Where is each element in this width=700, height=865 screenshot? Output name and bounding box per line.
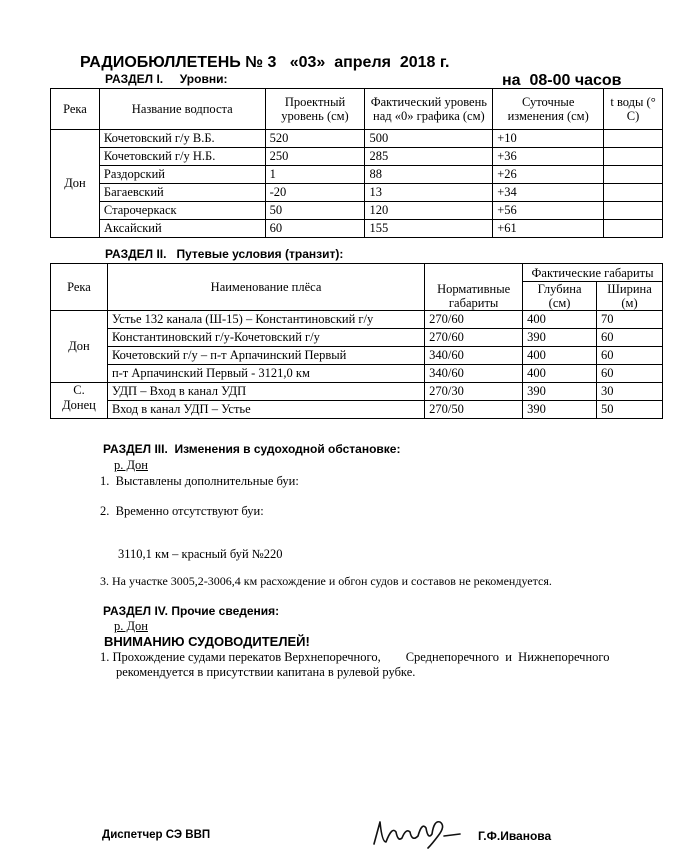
- table-row: [51, 166, 663, 184]
- table-row: [51, 220, 663, 238]
- transit-table: [50, 263, 663, 419]
- table-cell: 340/60: [425, 365, 523, 383]
- table-cell: 60: [597, 329, 663, 347]
- table-cell: п-т Арпачинский Первый - 3121,0 км: [107, 365, 424, 383]
- levels-table: [50, 88, 663, 238]
- section3-item3: 3. На участке 3005,2-3006,4 км расхождение и обгон судов и составов не рекомендуется.: [100, 574, 552, 588]
- table-cell: 520: [265, 130, 365, 148]
- table-cell: 400: [523, 347, 597, 365]
- table-cell: 400: [523, 311, 597, 329]
- table-cell: Устье 132 канала (Ш-15) – Константиновский г/у: [107, 311, 424, 329]
- table-cell: 70: [597, 311, 663, 329]
- table-cell: Раздорский: [99, 166, 265, 184]
- section4-note-line2: рекомендуется в присутствии капитана в рулевой рубке.: [116, 665, 416, 679]
- table-cell: 390: [523, 401, 597, 419]
- table-cell: +61: [493, 220, 604, 238]
- transit-header-reach: Наименование плёса: [107, 264, 424, 311]
- section4-heading: РАЗДЕЛ IV. Прочие сведения:: [103, 604, 280, 618]
- section3-buoy: 3110,1 км – красный буй №220: [118, 547, 283, 561]
- table-cell: 120: [365, 202, 493, 220]
- table-cell: 88: [365, 166, 493, 184]
- table-row: [51, 202, 663, 220]
- section1-heading: РАЗДЕЛ I. Уровни:: [105, 72, 228, 86]
- table-cell: 50: [597, 401, 663, 419]
- table-row: [51, 148, 663, 166]
- dispatcher-label: Диспетчер СЭ ВВП: [102, 829, 211, 841]
- table-cell: 340/60: [425, 347, 523, 365]
- table-cell: 60: [597, 347, 663, 365]
- bulletin-title-left: РАДИОБЮЛЛЕТЕНЬ № 3 «03» апреля 2018 г.: [80, 54, 450, 71]
- table-cell: [604, 130, 663, 148]
- bulletin-title-time: на 08-00 часов: [502, 72, 622, 89]
- table-cell: 13: [365, 184, 493, 202]
- levels-header-temp: t воды (° С): [604, 89, 663, 130]
- levels-header-actual: Фактический уровень над «0» графика (см): [365, 89, 493, 130]
- transit-header-river: Река: [51, 264, 108, 311]
- signer-name: Г.Ф.Иванова: [478, 829, 552, 843]
- table-cell: +34: [493, 184, 604, 202]
- table-row: [51, 184, 663, 202]
- table-cell: +36: [493, 148, 604, 166]
- table-cell: 1: [265, 166, 365, 184]
- section2-heading: РАЗДЕЛ II. Путевые условия (транзит):: [105, 247, 344, 261]
- section3-river: р. Дон: [114, 458, 148, 472]
- table-cell: 285: [365, 148, 493, 166]
- transit-header-actual: Фактические габариты: [523, 264, 663, 282]
- table-cell: [604, 166, 663, 184]
- transit-header-row: [51, 264, 663, 282]
- table-cell: [604, 184, 663, 202]
- table-cell: Кочетовский г/у В.Б.: [99, 130, 265, 148]
- transit-header-width: Ширина (м): [597, 282, 663, 311]
- signature: [368, 812, 468, 858]
- table-cell: 270/30: [425, 383, 523, 401]
- section3-item1: 1. Выставлены дополнительные буи:: [100, 474, 299, 488]
- table-cell: +10: [493, 130, 604, 148]
- table-cell: Кочетовский г/у – п-т Арпачинский Первый: [107, 347, 424, 365]
- table-cell: +56: [493, 202, 604, 220]
- table-cell: Вход в канал УДП – Устье: [107, 401, 424, 419]
- table-cell: Багаевский: [99, 184, 265, 202]
- table-cell: 390: [523, 329, 597, 347]
- levels-header-design: Проектный уровень (см): [265, 89, 365, 130]
- table-cell: 30: [597, 383, 663, 401]
- attention-heading: ВНИМАНИЮ СУДОВОДИТЕЛЕЙ!: [104, 634, 310, 649]
- levels-header-river: Река: [51, 89, 100, 130]
- table-cell: Кочетовский г/у Н.Б.: [99, 148, 265, 166]
- levels-river-don: Дон: [51, 130, 100, 238]
- levels-header-row: [51, 89, 663, 130]
- transit-river-donets: С. Донец: [51, 383, 108, 419]
- table-cell: 270/60: [425, 329, 523, 347]
- table-cell: 60: [265, 220, 365, 238]
- levels-header-post: Название водпоста: [99, 89, 265, 130]
- table-cell: 500: [365, 130, 493, 148]
- table-row: [51, 130, 663, 148]
- table-row: [51, 329, 663, 347]
- table-cell: 390: [523, 383, 597, 401]
- table-cell: [604, 148, 663, 166]
- table-cell: Константиновский г/у-Кочетовский г/у: [107, 329, 424, 347]
- table-row: [51, 365, 663, 383]
- transit-river-don: Дон: [51, 311, 108, 383]
- table-row: [51, 347, 663, 365]
- table-cell: Аксайский: [99, 220, 265, 238]
- table-cell: 60: [597, 365, 663, 383]
- table-cell: [604, 220, 663, 238]
- section3-heading: РАЗДЕЛ III. Изменения в судоходной обстановке:: [103, 442, 401, 456]
- table-cell: Старочеркаск: [99, 202, 265, 220]
- table-cell: 155: [365, 220, 493, 238]
- transit-header-depth: Глубина (см): [523, 282, 597, 311]
- table-cell: -20: [265, 184, 365, 202]
- table-row: [51, 311, 663, 329]
- table-cell: [604, 202, 663, 220]
- section4-note-line1: 1. Прохождение судами перекатов Верхнепоречного, Среднепоречного и Нижнепоречного: [100, 650, 610, 664]
- section3-item2: 2. Временно отсутствуют буи:: [100, 504, 264, 518]
- table-cell: 270/50: [425, 401, 523, 419]
- table-cell: 270/60: [425, 311, 523, 329]
- levels-header-daily: Суточные изменения (см): [493, 89, 604, 130]
- table-cell: +26: [493, 166, 604, 184]
- table-row: [51, 401, 663, 419]
- table-cell: УДП – Вход в канал УДП: [107, 383, 424, 401]
- table-cell: 400: [523, 365, 597, 383]
- transit-header-normative: Нормативные габариты: [425, 264, 523, 311]
- table-cell: 50: [265, 202, 365, 220]
- table-row: [51, 383, 663, 401]
- table-cell: 250: [265, 148, 365, 166]
- section4-river: р. Дон: [114, 619, 148, 633]
